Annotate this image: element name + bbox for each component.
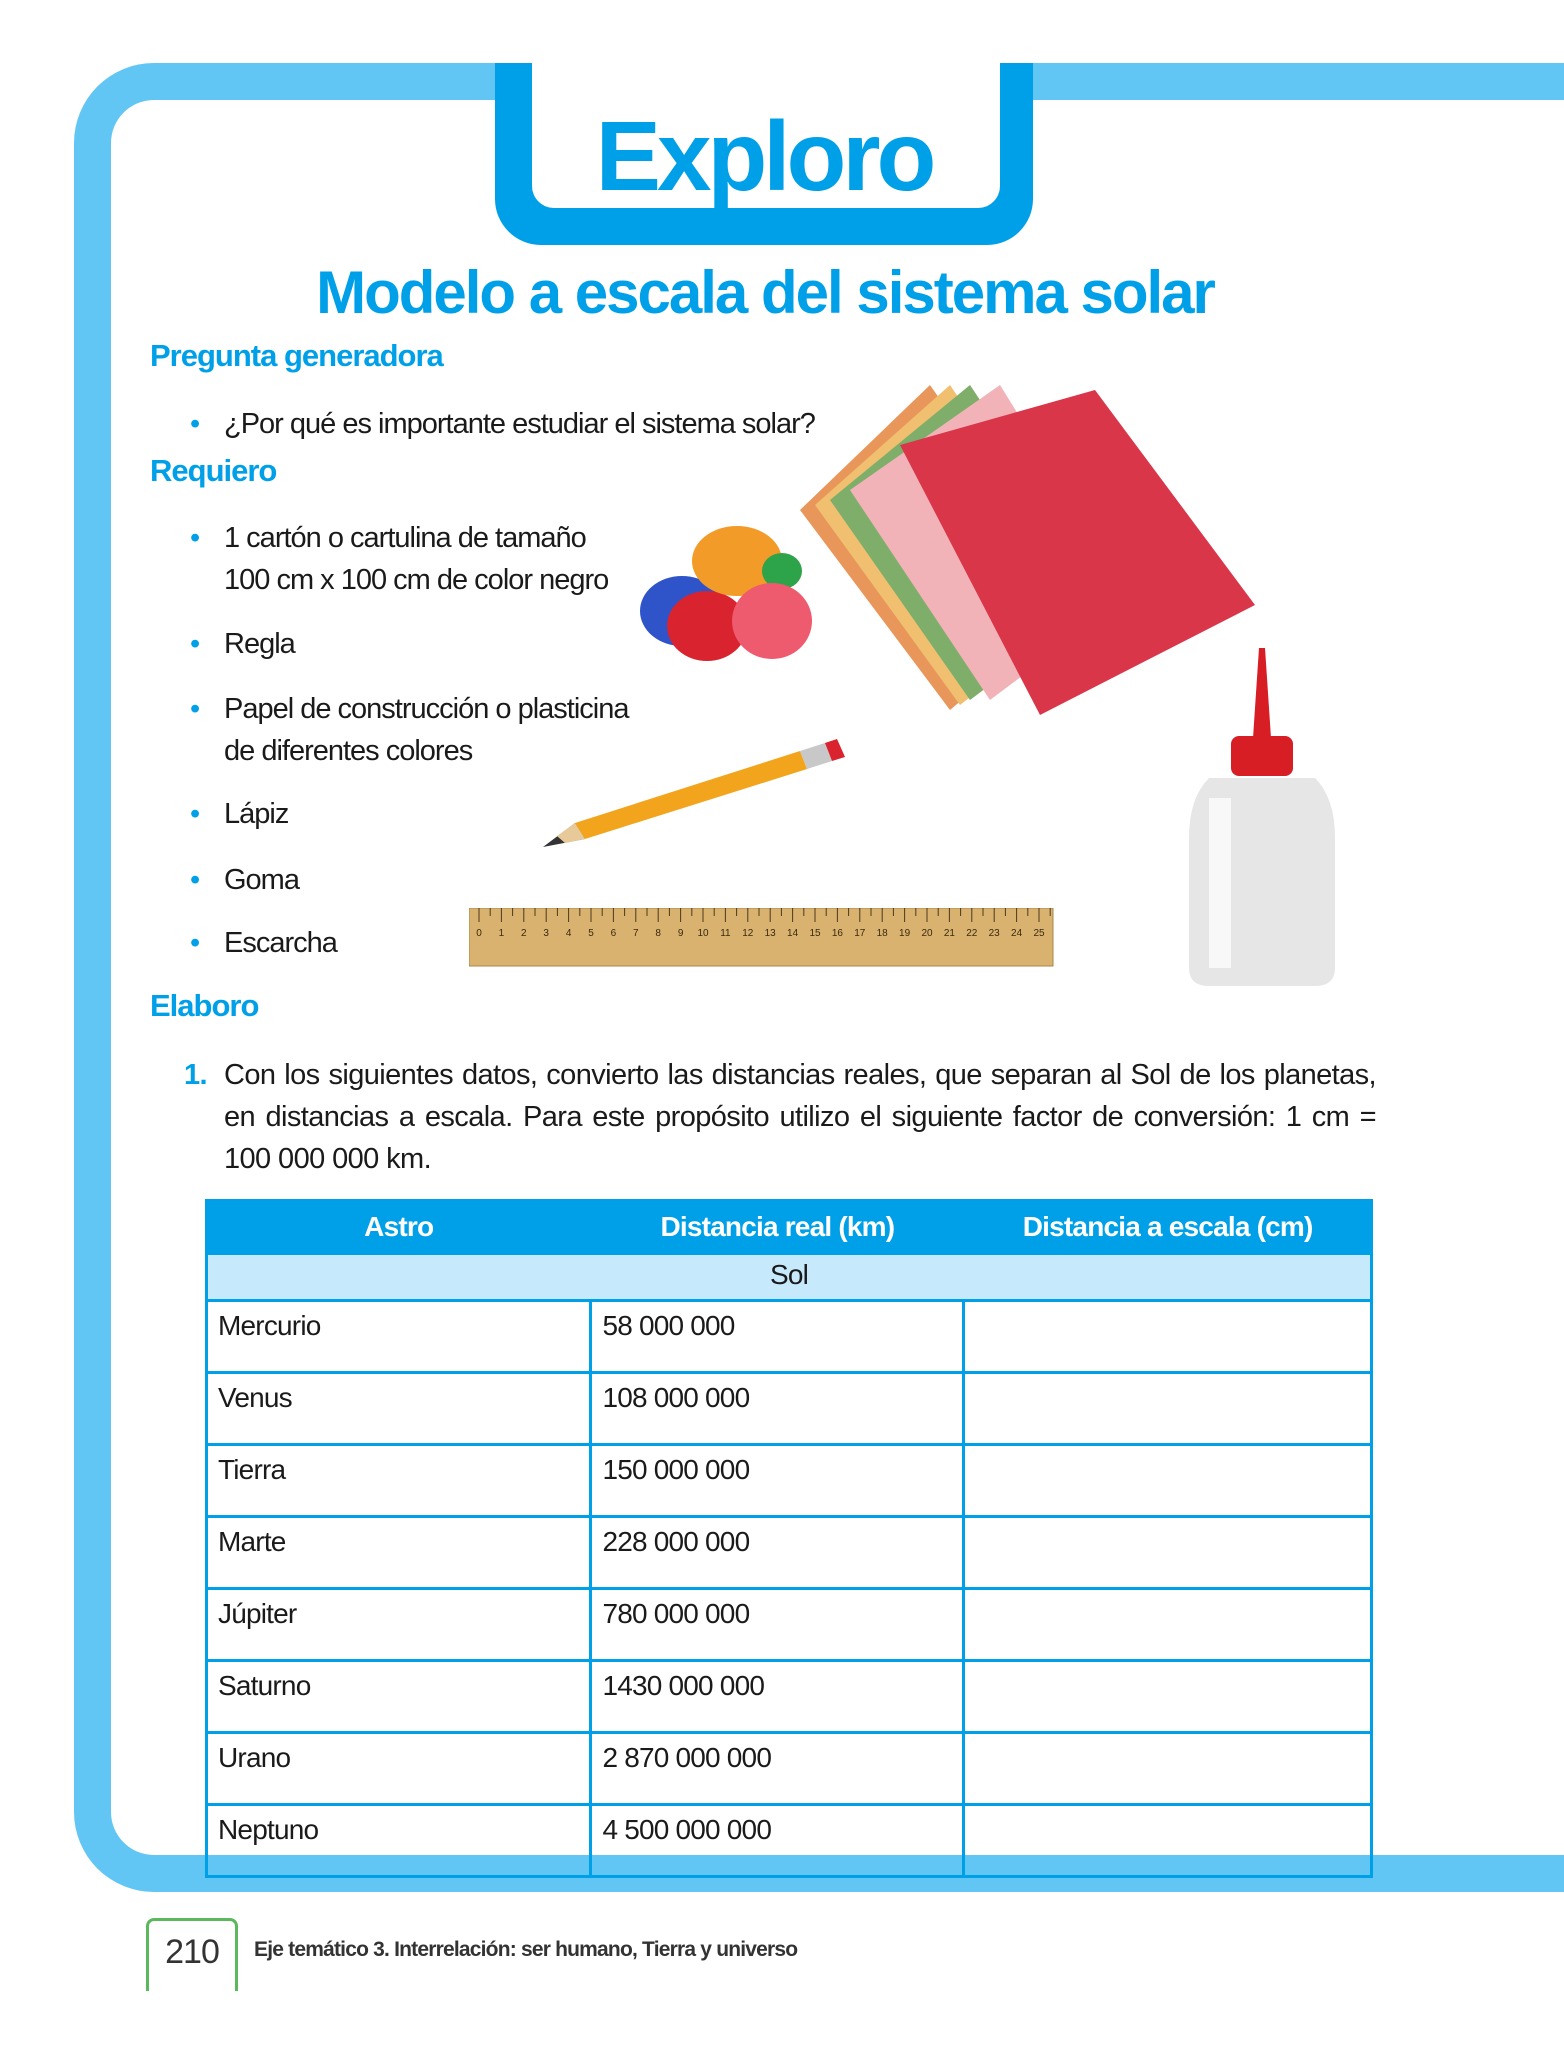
scale-distance-cell[interactable] <box>964 1517 1372 1589</box>
scale-distance-cell[interactable] <box>964 1805 1372 1877</box>
ruler-label: 19 <box>899 928 911 939</box>
pencil-image <box>535 735 855 855</box>
ruler-label: 1 <box>498 928 505 939</box>
astro-cell: Saturno <box>207 1661 591 1733</box>
table-row <box>207 1661 1372 1733</box>
table-row <box>207 1373 1372 1445</box>
ruler-label: 13 <box>764 928 776 939</box>
list-item: • Goma <box>224 859 299 901</box>
ruler-label: 18 <box>876 928 888 939</box>
item-line: 100 cm x 100 cm de color negro <box>224 564 609 596</box>
astro-cell: Marte <box>207 1517 591 1589</box>
distances-table <box>205 1199 1373 1878</box>
astro-cell: Júpiter <box>207 1589 591 1661</box>
astro-cell: Venus <box>207 1373 591 1445</box>
ruler-label: 17 <box>854 928 866 939</box>
footer-text: Eje temático 3. Interrelación: ser humano, Tierra y universo <box>254 1938 798 1961</box>
real-distance-cell: 2 870 000 000 <box>591 1733 964 1805</box>
elaboro-heading: Elaboro <box>150 988 259 1023</box>
real-distance-cell: 108 000 000 <box>591 1373 964 1445</box>
ruler-label: 3 <box>543 928 549 939</box>
ruler-label: 16 <box>831 928 843 939</box>
list-item: • Escarcha <box>224 922 337 964</box>
table-row <box>207 1517 1372 1589</box>
ruler-label: 10 <box>697 928 709 939</box>
ruler-label: 14 <box>787 928 799 939</box>
item-line: Papel de construcción o plasticina <box>224 693 629 725</box>
real-distance-cell: 150 000 000 <box>591 1445 964 1517</box>
pregunta-item: • ¿Por qué es importante estudiar el sistema solar? <box>224 403 815 445</box>
table-row <box>207 1589 1372 1661</box>
col-header-astro: Astro <box>207 1201 591 1254</box>
table-row <box>207 1301 1372 1373</box>
step-text: Con los siguientes datos, convierto las distancias reales, que separan al Sol de los planetas, en distancias a escala. Para este propósito utilizo el siguiente factor de conversión: 1 cm = 100 000 000 km. <box>224 1059 1376 1175</box>
astro-cell: Tierra <box>207 1445 591 1517</box>
table-row <box>207 1445 1372 1517</box>
scale-distance-cell[interactable] <box>964 1445 1372 1517</box>
step-number: 1. <box>184 1059 207 1091</box>
page-title: Modelo a escala del sistema solar <box>316 259 1214 326</box>
table-row <box>207 1805 1372 1877</box>
sun-row: Sol <box>207 1254 1372 1301</box>
astro-cell: Mercurio <box>207 1301 591 1373</box>
ruler-label: 0 <box>476 928 482 939</box>
ruler-label: 15 <box>809 928 821 939</box>
real-distance-cell: 1430 000 000 <box>591 1661 964 1733</box>
astro-cell: Urano <box>207 1733 591 1805</box>
scale-distance-cell[interactable] <box>964 1733 1372 1805</box>
ruler-label: 11 <box>720 928 731 939</box>
ruler-label: 22 <box>966 928 978 939</box>
ruler-label: 12 <box>742 928 754 939</box>
real-distance-cell: 4 500 000 000 <box>591 1805 964 1877</box>
plasticine-image <box>632 521 817 671</box>
ruler-label: 4 <box>565 928 572 939</box>
real-distance-cell: 228 000 000 <box>591 1517 964 1589</box>
ruler-label: 2 <box>521 928 527 939</box>
section-label: Exploro <box>595 101 933 211</box>
item-line: de diferentes colores <box>224 735 473 767</box>
scale-distance-cell[interactable] <box>964 1661 1372 1733</box>
list-item: • Lápiz <box>224 793 288 835</box>
ruler-label: 9 <box>677 928 684 939</box>
ruler-label: 21 <box>943 928 955 939</box>
col-header-scale: Distancia a escala (cm) <box>964 1201 1372 1254</box>
item-line: 1 cartón o cartulina de tamaño <box>224 522 586 554</box>
pregunta-heading: Pregunta generadora <box>150 338 443 373</box>
scale-distance-cell[interactable] <box>964 1373 1372 1445</box>
scale-distance-cell[interactable] <box>964 1301 1372 1373</box>
scale-distance-cell[interactable] <box>964 1589 1372 1661</box>
ruler-image <box>469 908 1055 970</box>
requiero-heading: Requiero <box>150 453 277 488</box>
list-item: • Regla <box>224 623 295 665</box>
ruler-label: 8 <box>655 928 661 939</box>
real-distance-cell: 58 000 000 <box>591 1301 964 1373</box>
astro-cell: Neptuno <box>207 1805 591 1877</box>
ruler-label: 6 <box>610 928 617 939</box>
table-row <box>207 1733 1372 1805</box>
real-distance-cell: 780 000 000 <box>591 1589 964 1661</box>
ruler-label: 5 <box>588 928 594 939</box>
ruler-label: 24 <box>1011 928 1023 939</box>
ruler-label: 23 <box>988 928 1000 939</box>
col-header-real: Distancia real (km) <box>591 1201 964 1254</box>
step-1 <box>184 1054 1376 1180</box>
glue-bottle-image <box>1179 648 1344 993</box>
ruler-label: 7 <box>633 928 639 939</box>
list-item <box>224 517 608 601</box>
page-number: 210 <box>146 1918 238 1991</box>
ruler-label: 20 <box>921 928 933 939</box>
ruler-label: 25 <box>1033 928 1045 939</box>
